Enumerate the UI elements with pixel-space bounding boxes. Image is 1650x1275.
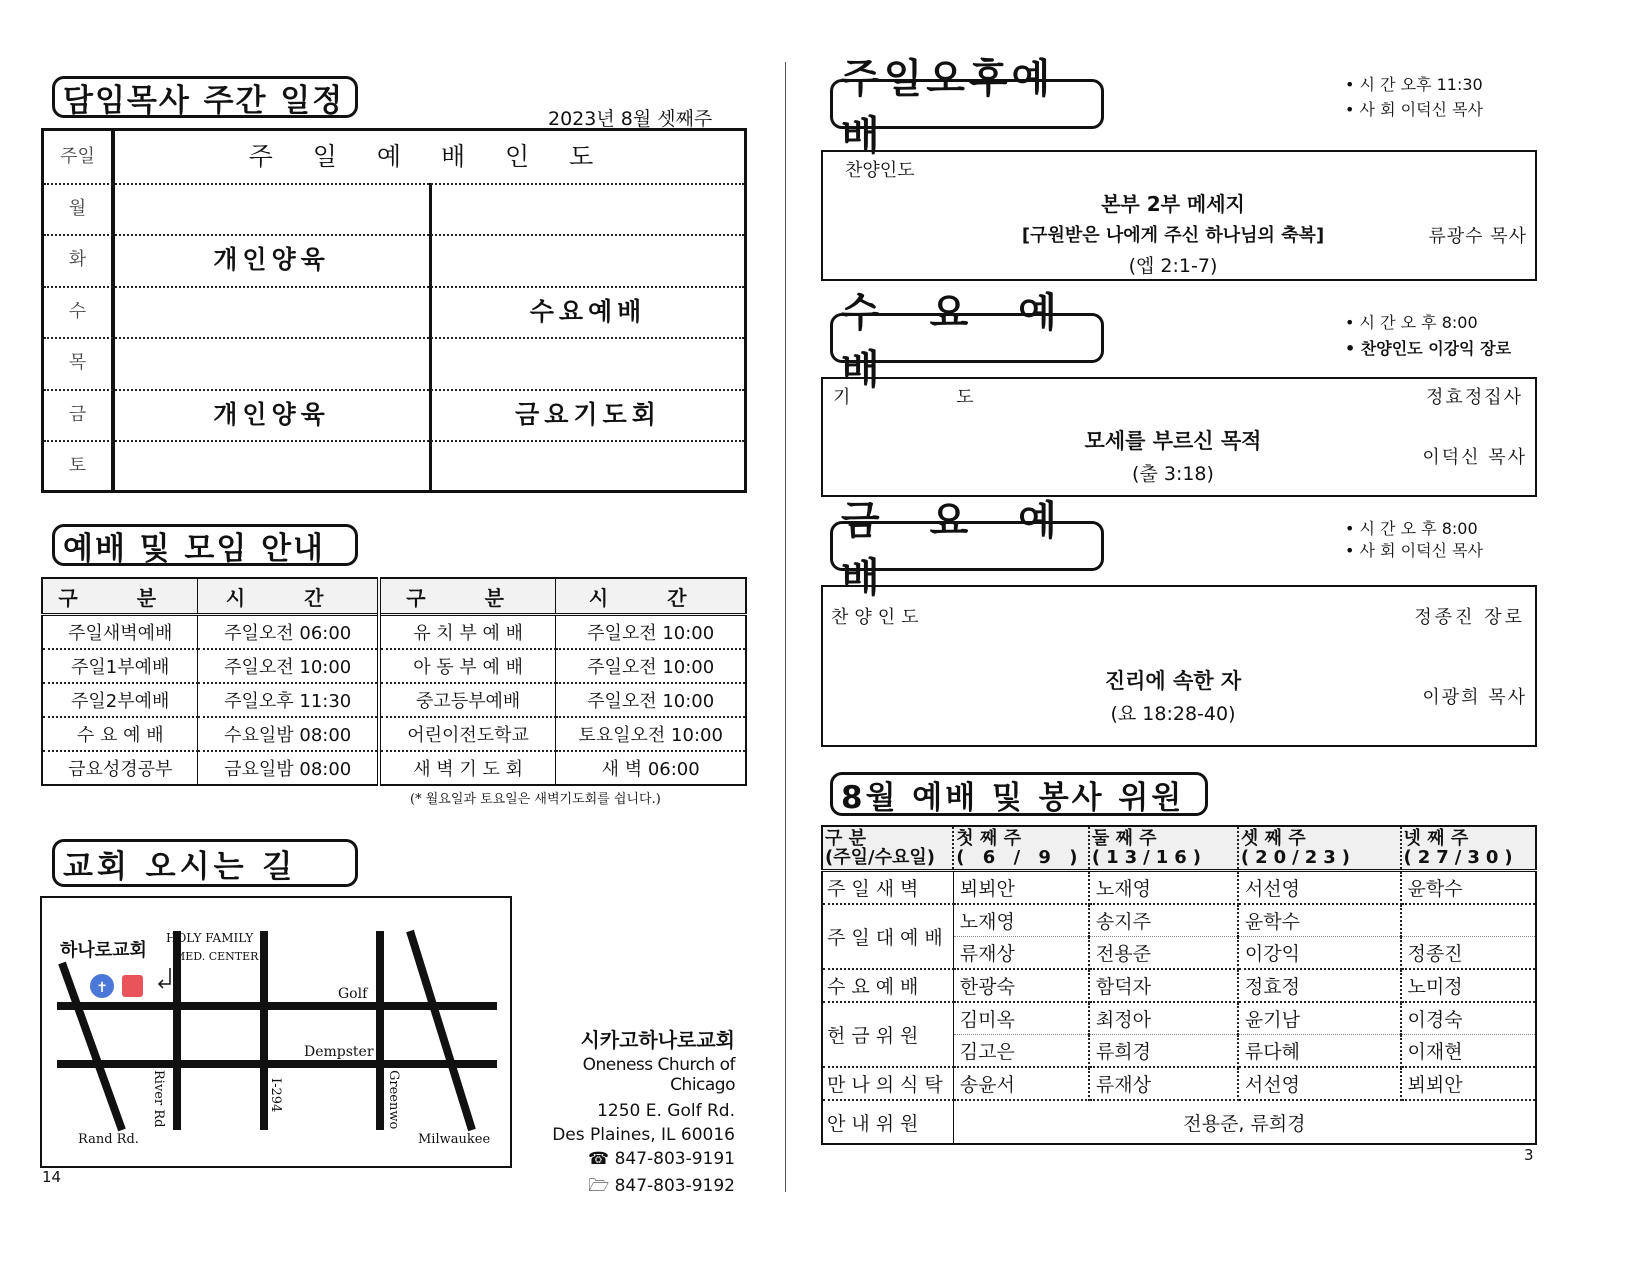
schedule-day: 월 [68, 197, 87, 219]
schedule-pm-cell [432, 183, 744, 235]
services-cell: 금요성경공부 [42, 751, 198, 785]
schedule-am-cell: 개인양육 [213, 399, 330, 429]
services-cell: 주일오후 11:30 [198, 683, 379, 717]
services-row [42, 615, 746, 650]
map-road-greenwood: Greenwo [386, 1070, 401, 1130]
duty-person: 류희경 [1089, 1035, 1238, 1068]
services-header-row [42, 578, 746, 615]
church-name-en: Oneness Church of Chicago [582, 1055, 735, 1095]
duty-header-bottom: (주일/수요일) [825, 847, 935, 868]
schedule-am-cell [114, 286, 429, 338]
duty-person: 윤학수 [1401, 871, 1536, 905]
church-name-ko: 시카고하나로교회 [580, 1028, 735, 1052]
duty-person [1401, 904, 1536, 937]
duty-usher-row [822, 1100, 1536, 1144]
services-title: 예배 및 모임 안내 [52, 524, 358, 566]
friday-info-host: • 사 회 이덕신 목사 [1345, 541, 1483, 560]
schedule-day: 주일 [60, 146, 95, 167]
phone-icon: ☎ [587, 1149, 615, 1169]
duty-header-cell [1238, 826, 1401, 871]
duty-header-cell [1401, 826, 1536, 871]
services-cell: 주일오전 10:00 [556, 615, 746, 650]
wednesday-scripture: (출 3:18) [1132, 463, 1214, 485]
friday-leader-label: 찬양인도 [831, 607, 925, 628]
services-cell: 주일새벽예배 [42, 615, 198, 650]
schedule-day: 토 [68, 455, 87, 476]
duty-row [822, 969, 1536, 1002]
services-cell: 금요일밤 08:00 [198, 751, 379, 785]
duty-person: 뵈뵈안 [953, 871, 1089, 905]
wednesday-box [821, 377, 1537, 497]
duty-person: 류다혜 [1238, 1035, 1401, 1068]
schedule-am-cell: 개인양육 [213, 245, 330, 274]
services-cell: 주일1부예배 [42, 649, 198, 683]
services-cell: 새 벽 06:00 [556, 751, 746, 785]
duty-table [821, 825, 1537, 1145]
duty-person: 이재현 [1401, 1035, 1536, 1068]
duty-header-bottom: (27/30) [1403, 847, 1519, 868]
services-cell: 어린이전도학교 [379, 717, 556, 751]
schedule-day: 수 [68, 300, 87, 322]
church-address2: Des Plaines, IL 60016 [552, 1125, 735, 1145]
duty-person: 노재영 [1089, 871, 1238, 905]
duty-person: 서선영 [1238, 1067, 1401, 1100]
map-road-golf: Golf [338, 986, 368, 1002]
friday-scripture: (요 18:28-40) [1110, 703, 1236, 725]
duty-person: 최정아 [1089, 1002, 1238, 1035]
schedule-pm-cell [432, 440, 744, 492]
duty-header-top: 셋 째 주 [1240, 828, 1306, 849]
wednesday-info-leader: • 찬양인도 이강익 장로 [1345, 339, 1512, 358]
directions-title: 교회 오시는 길 [52, 839, 358, 887]
map-road-dempster: Dempster [304, 1044, 374, 1060]
duty-person: 노재영 [953, 904, 1089, 937]
services-cell: 아 동 부 예 배 [379, 649, 556, 683]
duty-row [822, 1002, 1536, 1035]
services-cell: 주일오전 10:00 [198, 649, 379, 683]
duty-person: 전용준 [1089, 937, 1238, 970]
services-note: (* 월요일과 토요일은 새벽기도회를 쉽니다.) [410, 792, 661, 807]
services-row [42, 717, 746, 751]
friday-title: 금 요 예 배 [830, 521, 1104, 571]
page-number-left: 14 [42, 1168, 62, 1186]
duty-person: 윤기남 [1238, 1002, 1401, 1035]
services-table [41, 577, 747, 786]
duty-header-bottom: (13/16) [1091, 847, 1207, 868]
services-cell: 새 벽 기 도 회 [379, 751, 556, 785]
duty-row-label: 수요예배 [822, 969, 953, 1002]
duty-person: 김고은 [953, 1035, 1089, 1068]
schedule-title: 담임목사 주간 일정 [52, 76, 358, 118]
duty-person: 함덕자 [1089, 969, 1238, 1002]
wednesday-prayer-person: 정효정집사 [1426, 387, 1523, 408]
schedule-am-cell [114, 337, 429, 389]
friday-info-time: • 시 간 오 후 8:00 [1345, 519, 1478, 538]
duty-row-label: 헌금위원 [822, 1002, 953, 1067]
schedule-am-cell [114, 440, 429, 492]
friday-box [821, 585, 1537, 747]
duty-person: 류재상 [953, 937, 1089, 970]
duty-row [822, 1067, 1536, 1100]
services-cell: 주일오전 06:00 [198, 615, 379, 650]
afternoon-sermon-sub: [구원받은 나에게 주신 하나님의 축복] [1021, 225, 1325, 246]
duty-person: 뵈뵈안 [1401, 1067, 1536, 1100]
schedule-day: 금 [68, 403, 87, 425]
duty-header-bottom: ( 6 / 9 ) [956, 847, 1084, 868]
duty-header-bottom: (20/23) [1240, 847, 1357, 868]
duty-person: 서선영 [1238, 871, 1401, 905]
services-row [42, 751, 746, 785]
duty-header-top: 구 분 [825, 828, 867, 849]
schedule-pm-cell: 금요기도회 [515, 399, 661, 429]
afternoon-leader-label: 찬양인도 [845, 160, 915, 181]
duty-header-cell [822, 826, 953, 871]
wednesday-prayer-label: 기 도 [833, 387, 1024, 408]
duty-person: 이경숙 [1401, 1002, 1536, 1035]
map-hospital-line1: HOLY FAMILY [166, 931, 254, 945]
afternoon-box [821, 150, 1537, 281]
duty-usher-names: 전용준, 류희경 [1183, 1112, 1306, 1135]
duty-person: 노미정 [1401, 969, 1536, 1002]
services-row [42, 683, 746, 717]
services-cell: 유 치 부 예 배 [379, 615, 556, 650]
map [40, 896, 512, 1168]
duty-row [822, 904, 1536, 937]
map-church-label: 하나로교회 [60, 940, 147, 961]
afternoon-preacher: 류광수 목사 [1428, 226, 1527, 247]
fax-icon: 🗁 [588, 1176, 615, 1196]
duty-header-cell [1089, 826, 1238, 871]
duty-header-row [822, 826, 1536, 871]
duty-header-top: 둘 째 주 [1091, 828, 1157, 849]
wednesday-preacher: 이덕신 목사 [1422, 447, 1527, 468]
services-header-cell: 시 간 [198, 578, 379, 615]
duty-person: 류재상 [1089, 1067, 1238, 1100]
afternoon-info-host: • 사 회 이덕신 목사 [1345, 100, 1483, 119]
duty-person: 이강익 [1238, 937, 1401, 970]
page-divider [785, 62, 786, 1192]
schedule-pm-cell [432, 337, 744, 389]
duty-person: 윤학수 [1238, 904, 1401, 937]
schedule-day: 목 [68, 352, 87, 373]
afternoon-scripture: (엡 2:1-7) [1128, 255, 1218, 277]
duty-person: 김미옥 [953, 1002, 1089, 1035]
schedule-pm-cell: 수요예배 [529, 296, 647, 326]
wednesday-sermon-title: 모세를 부르신 목적 [1084, 429, 1262, 453]
schedule-date: 2023년 8월 셋째주 [548, 108, 713, 130]
map-road-river: River Rd [151, 1070, 166, 1128]
schedule-sunday-text: 주 일 예 배 인 도 [248, 142, 610, 171]
services-row [42, 649, 746, 683]
duty-usher-label: 안내위원 [822, 1100, 953, 1144]
friday-leader-person: 정종진 장로 [1414, 607, 1525, 628]
duty-row [822, 871, 1536, 905]
svg-text:✝: ✝ [96, 980, 108, 996]
church-address1: 1250 E. Golf Rd. [597, 1101, 735, 1121]
duty-person: 송지주 [1089, 904, 1238, 937]
services-header-cell: 구 분 [379, 578, 556, 615]
schedule-day: 화 [68, 249, 87, 270]
services-cell: 주일오전 10:00 [556, 649, 746, 683]
duty-header-cell [953, 826, 1089, 871]
map-hospital-line2: MED. CENTER [174, 950, 259, 963]
wednesday-title: 수 요 예 배 [830, 313, 1104, 363]
page-number-right: 3 [1524, 1146, 1534, 1164]
hospital-icon [122, 975, 143, 997]
services-header-cell: 시 간 [556, 578, 746, 615]
friday-preacher: 이광희 목사 [1422, 687, 1527, 708]
friday-sermon-title: 진리에 속한 자 [1104, 669, 1242, 693]
afternoon-info-time: • 시 간 오후 11:30 [1345, 75, 1483, 94]
schedule-am-cell [114, 183, 429, 235]
map-road-milwaukee: Milwaukee [418, 1132, 491, 1147]
church-phone: 847-803-9191 [614, 1149, 735, 1169]
services-cell: 중고등부예배 [379, 683, 556, 717]
services-header-cell: 구 분 [42, 578, 198, 615]
services-cell: 토요일오전 10:00 [556, 717, 746, 751]
map-road-i294: I-294 [268, 1078, 283, 1113]
church-fax: 847-803-9192 [614, 1176, 735, 1196]
services-cell: 수 요 예 배 [42, 717, 198, 751]
duty-row-label: 주일대예배 [822, 904, 953, 969]
duty-header-top: 첫 째 주 [956, 828, 1021, 849]
duty-person: 송윤서 [953, 1067, 1089, 1100]
map-road-rand: Rand Rd. [78, 1132, 139, 1147]
duty-row-label: 주일새벽 [822, 871, 953, 905]
duty-person: 한광숙 [953, 969, 1089, 1002]
duty-title: 8월 예배 및 봉사 위원 [830, 772, 1208, 816]
schedule-table [41, 128, 747, 493]
services-cell: 수요일밤 08:00 [198, 717, 379, 751]
afternoon-title: 주일오후예배 [830, 79, 1104, 129]
services-cell: 주일2부예배 [42, 683, 198, 717]
duty-row-label: 만나의식탁 [822, 1067, 953, 1100]
schedule-pm-cell [432, 234, 744, 286]
duty-person: 정종진 [1401, 937, 1536, 970]
duty-person: 정효정 [1238, 969, 1401, 1002]
afternoon-sermon-title: 본부 2부 메세지 [1101, 192, 1245, 216]
wednesday-info-time: • 시 간 오 후 8:00 [1345, 313, 1478, 332]
services-cell: 주일오전 10:00 [556, 683, 746, 717]
duty-header-top: 넷 째 주 [1403, 828, 1469, 849]
